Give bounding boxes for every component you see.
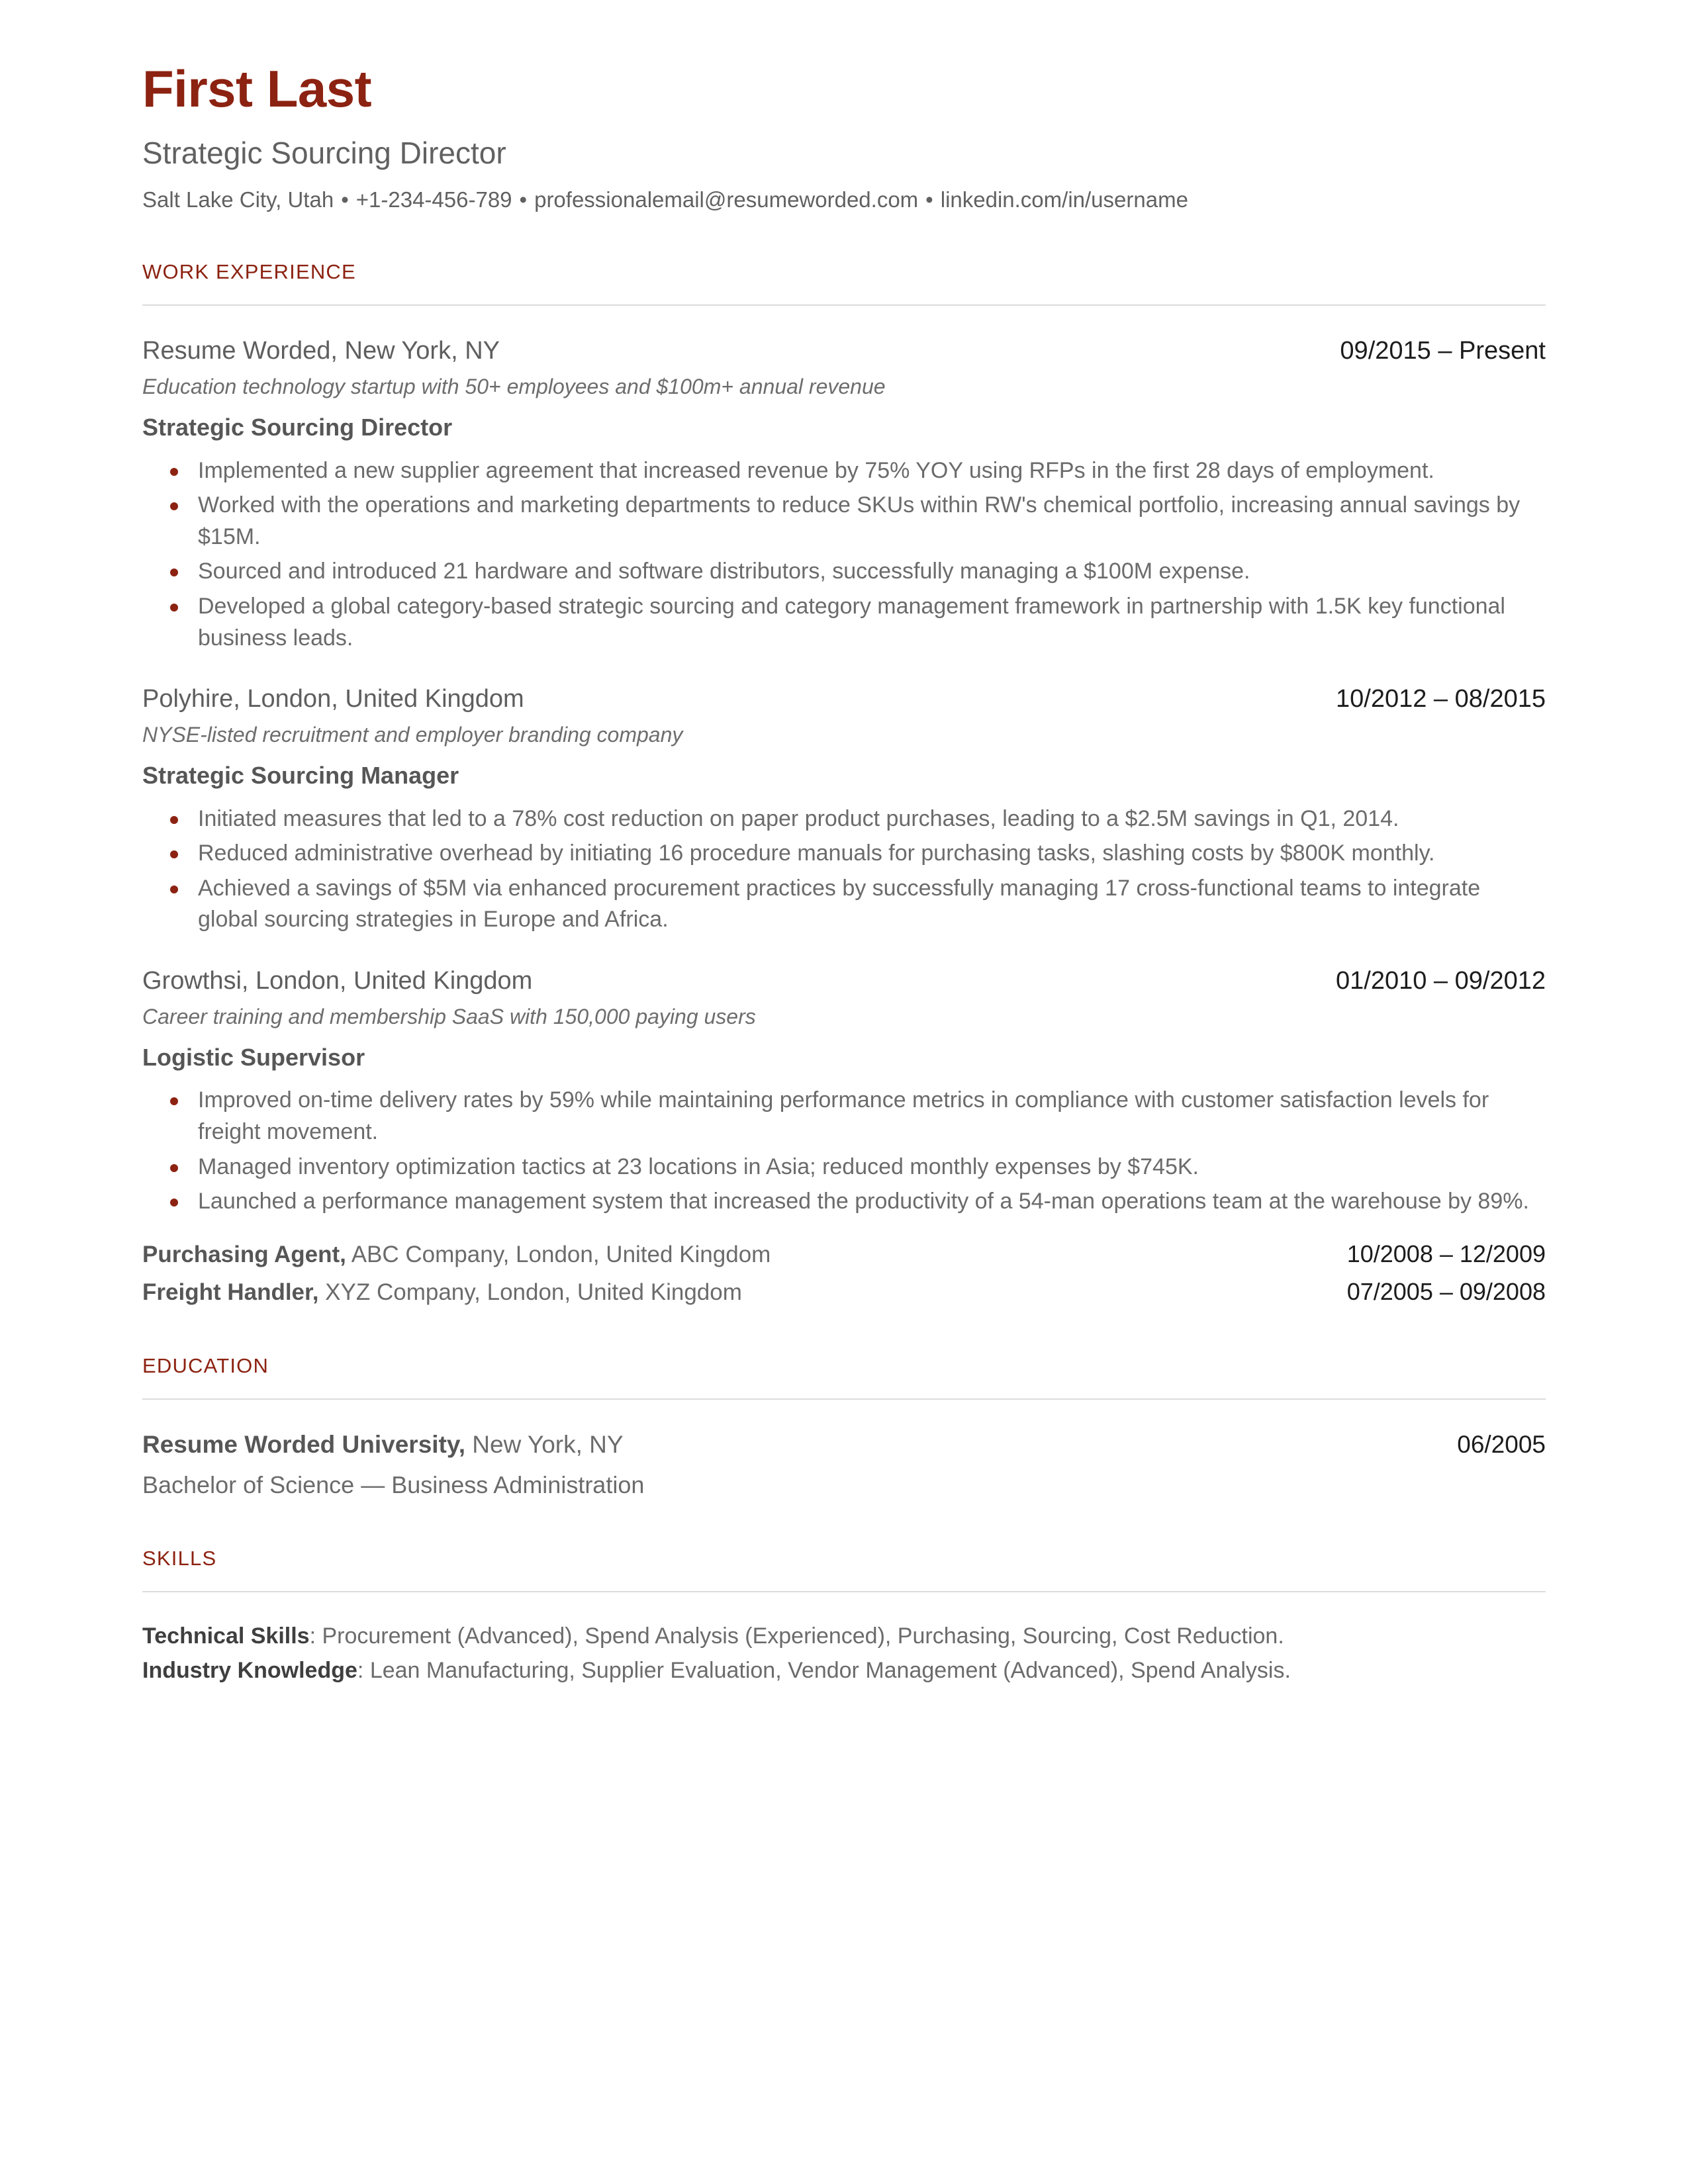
education-header-row xyxy=(142,1430,1546,1459)
candidate-headline: Strategic Sourcing Director xyxy=(142,136,506,170)
contact-email[interactable]: professionalemail@resumeworded.com xyxy=(534,187,919,212)
compact-role-title: Freight Handler, xyxy=(142,1279,319,1305)
section-title-skills: SKILLS xyxy=(142,1547,217,1570)
skill-category-label: Technical Skills xyxy=(142,1623,310,1649)
job-bullet: Initiated measures that led to a 78% cost reduction on paper product purchases, leading to a $2.5M savings in Q1, 2014. xyxy=(142,803,1546,835)
contact-separator-1: • xyxy=(341,187,349,212)
candidate-name: First Last xyxy=(142,60,372,118)
job-company-description: Career training and membership SaaS with 150,000 paying users xyxy=(142,1004,756,1028)
job-bullet-list xyxy=(142,1085,1546,1217)
job-bullet: Achieved a savings of $5M via enhanced procurement practices by successfully managing 17 cross-functional teams to integrate global sourcing strategies in Europe and Africa. xyxy=(142,873,1546,936)
job-entry xyxy=(142,684,1546,936)
job-title: Logistic Supervisor xyxy=(142,1044,365,1071)
education-date: 06/2005 xyxy=(1457,1430,1546,1458)
job-company-description: Education technology startup with 50+ employees and $100m+ annual revenue xyxy=(142,375,886,399)
job-title: Strategic Sourcing Manager xyxy=(142,762,459,790)
skills-list xyxy=(142,1621,1546,1686)
job-company-description: NYSE-listed recruitment and employer branding company xyxy=(142,723,683,747)
job-company: Resume Worded, New York, NY xyxy=(142,337,500,365)
job-dates: 10/2012 – 08/2015 xyxy=(1336,685,1546,713)
skill-category-value: : Procurement (Advanced), Spend Analysis (Experienced), Purchasing, Sourcing, Cost Reduction. xyxy=(309,1623,1284,1649)
compact-roles-list xyxy=(142,1240,1546,1306)
education-school-name: Resume Worded University, xyxy=(142,1430,465,1458)
compact-role-dates: 07/2005 – 09/2008 xyxy=(1346,1277,1546,1305)
job-bullet-list xyxy=(142,455,1546,655)
job-bullet: Launched a performance management system that increased the productivity of a 54-man operations team at the warehouse by 89%. xyxy=(142,1186,1546,1218)
contact-linkedin[interactable]: linkedin.com/in/username xyxy=(940,187,1188,212)
job-title: Strategic Sourcing Director xyxy=(142,414,453,441)
job-company: Polyhire, London, United Kingdom xyxy=(142,685,524,713)
job-entry xyxy=(142,336,1546,654)
compact-role-left xyxy=(142,1241,771,1269)
compact-role-company: XYZ Company, London, United Kingdom xyxy=(318,1279,742,1305)
section-title-education: EDUCATION xyxy=(142,1353,269,1377)
section-work-experience-header xyxy=(142,261,1546,306)
contact-line xyxy=(142,187,1546,212)
job-header-row xyxy=(142,684,1546,714)
job-bullet: Developed a global category-based strategic sourcing and category management framework in partnership with 1.5K key functional business leads. xyxy=(142,591,1546,654)
job-dates: 01/2010 – 09/2012 xyxy=(1336,966,1546,995)
compact-role-left xyxy=(142,1279,742,1306)
compact-role-row xyxy=(142,1277,1546,1306)
job-dates: 09/2015 – Present xyxy=(1340,337,1546,365)
job-bullet: Managed inventory optimization tactics at 23 locations in Asia; reduced monthly expenses by $745K. xyxy=(142,1152,1546,1183)
section-education-header xyxy=(142,1355,1546,1400)
compact-role-row xyxy=(142,1240,1546,1269)
section-divider xyxy=(142,1398,1546,1400)
job-entry xyxy=(142,966,1546,1218)
skill-line xyxy=(142,1621,1546,1651)
compact-role-dates: 10/2008 – 12/2009 xyxy=(1346,1240,1546,1267)
skill-line xyxy=(142,1656,1546,1686)
education-degree: Bachelor of Science — Business Administration xyxy=(142,1471,645,1499)
compact-role-title: Purchasing Agent, xyxy=(142,1241,346,1267)
contact-phone: +1-234-456-789 xyxy=(355,187,512,212)
job-bullet: Improved on-time delivery rates by 59% while maintaining performance metrics in compliance with customer satisfaction levels for freight movement. xyxy=(142,1085,1546,1148)
job-bullet: Implemented a new supplier agreement that increased revenue by 75% YOY using RFPs in the first 28 days of employment. xyxy=(142,455,1546,487)
job-company: Growthsi, London, United Kingdom xyxy=(142,966,533,995)
contact-separator-2: • xyxy=(519,187,528,212)
education-entry xyxy=(142,1430,1546,1500)
job-bullet: Worked with the operations and marketing departments to reduce SKUs within RW's chemical portfolio, increasing annual savings by $15M. xyxy=(142,490,1546,553)
job-bullet: Reduced administrative overhead by initiating 16 procedure manuals for purchasing tasks, slashing costs by $800K monthly. xyxy=(142,838,1546,870)
education-school-line xyxy=(142,1430,624,1459)
section-divider xyxy=(142,1591,1546,1592)
section-divider xyxy=(142,304,1546,306)
contact-location: Salt Lake City, Utah xyxy=(142,187,334,212)
section-skills-header xyxy=(142,1548,1546,1592)
skill-category-value: : Lean Manufacturing, Supplier Evaluation, Vendor Management (Advanced), Spend Analysis. xyxy=(357,1658,1291,1684)
job-bullet: Sourced and introduced 21 hardware and software distributors, successfully managing a $100M expense. xyxy=(142,556,1546,588)
skill-category-label: Industry Knowledge xyxy=(142,1658,357,1684)
section-title-work-experience: WORK EXPERIENCE xyxy=(142,260,356,284)
education-school-location: New York, NY xyxy=(465,1430,624,1458)
job-header-row xyxy=(142,966,1546,996)
job-header-row xyxy=(142,336,1546,366)
resume-header xyxy=(142,60,1546,212)
job-bullet-list xyxy=(142,803,1546,936)
contact-separator-3: • xyxy=(925,187,933,212)
compact-role-company: ABC Company, London, United Kingdom xyxy=(346,1241,771,1267)
